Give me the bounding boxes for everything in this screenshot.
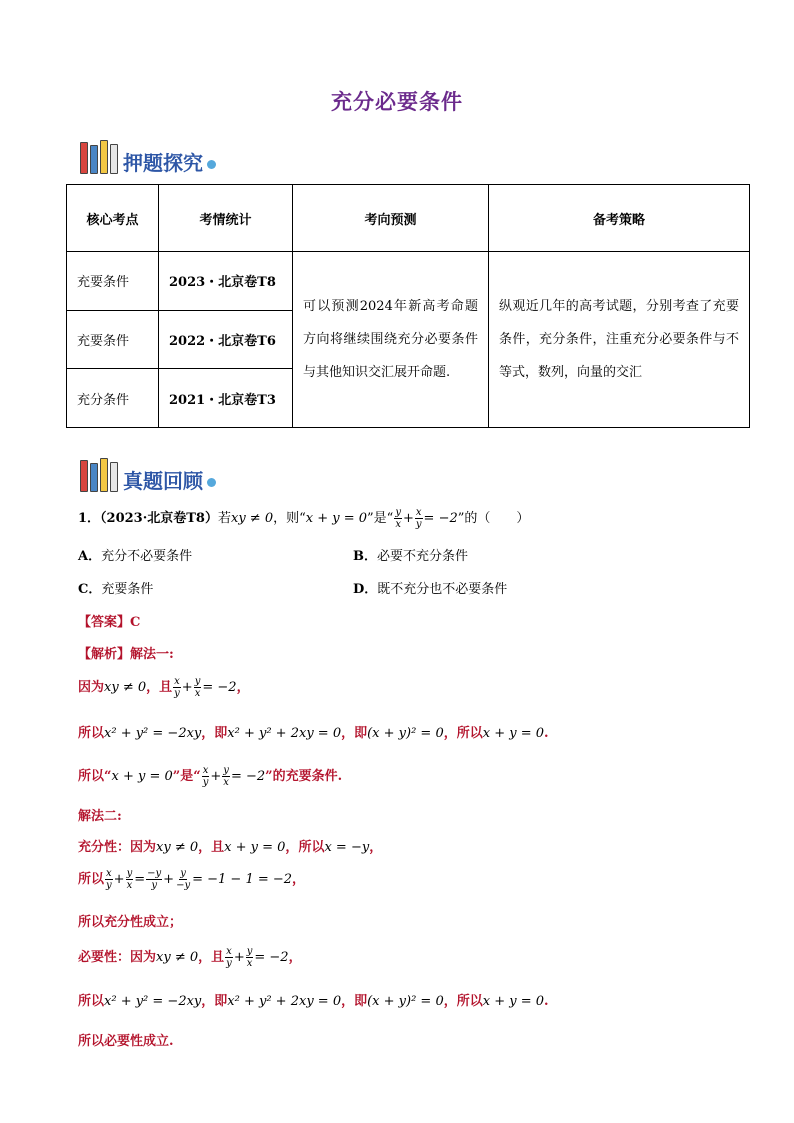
option-c: C．充要条件 <box>78 582 154 597</box>
analysis-line: 充分性：因为xy ≠ 0，且x + y = 0，所以x = −y， <box>78 840 383 855</box>
stat-cell: 2022・北京卷T6 <box>159 310 293 369</box>
dot-icon <box>207 160 216 169</box>
answer-line: 【答案】C <box>78 615 141 630</box>
analysis-line: 所以 $\frac{x}{y}$ + $\frac{y}{x}$ = $\frac{-y}{y}$ + $\frac{y}{-y}$ = −1 − 1 = −2， <box>78 868 306 891</box>
section-header-past-questions <box>80 452 216 492</box>
strategy-cell: 纵观近几年的高考试题，分别考查了充要条件，充分条件，注重充分必要条件与不等式，数列，向量的交汇 <box>489 252 750 428</box>
header-strategy: 备考策略 <box>489 185 750 252</box>
analysis-line: 所以x² + y² = −2xy，即x² + y² + 2xy = 0，即(x + y)² = 0，所以x + y = 0. <box>78 994 549 1009</box>
question-stem: 1．（2023·北京卷T8）若xy ≠ 0，则“x + y = 0”是“ $\frac{y}{x}$ + $\frac{x}{y}$ = −2”的（ ） <box>78 507 530 530</box>
header-statistics: 考情统计 <box>159 185 293 252</box>
table-header-row <box>67 185 750 252</box>
analysis-line: 必要性：因为xy ≠ 0，且 $\frac{x}{y}$ + $\frac{y}{x}$ = −2， <box>78 946 302 969</box>
option-d: D．既不充分也不必要条件 <box>353 582 508 597</box>
stat-cell: 2023・北京卷T8 <box>159 252 293 311</box>
header-prediction: 考向预测 <box>293 185 489 252</box>
analysis-line: 所以“x + y = 0”是“ $\frac{x}{y}$ + $\frac{y}{x}$ = −2”的充要条件. <box>78 765 343 788</box>
option-a: A．充分不必要条件 <box>78 549 193 564</box>
core-point-cell: 充要条件 <box>67 252 159 311</box>
page-title: 充分必要条件 <box>331 90 463 114</box>
books-icon <box>80 458 118 492</box>
core-point-cell: 充要条件 <box>67 310 159 369</box>
table-row <box>67 252 750 311</box>
prediction-cell: 可以预测2024年新高考命题方向将继续围绕充分必要条件与其他知识交汇展开命题. <box>293 252 489 428</box>
core-point-cell: 充分条件 <box>67 369 159 428</box>
dot-icon <box>207 478 216 487</box>
fraction: $\frac{y}{x}$ <box>395 507 401 530</box>
section-title: 真题回顾 <box>123 469 203 493</box>
stat-cell: 2021・北京卷T3 <box>159 369 293 428</box>
header-core-point: 核心考点 <box>67 185 159 252</box>
fraction: $\frac{x}{y}$ <box>415 507 422 530</box>
section-title: 押题探究 <box>123 151 203 175</box>
analysis-line: 因为xy ≠ 0，且 $\frac{x}{y}$ + $\frac{y}{x}$ = −2， <box>78 676 250 699</box>
analysis-line: 所以充分性成立； <box>78 915 183 930</box>
analysis-line: 所以必要性成立. <box>78 1034 174 1049</box>
option-b: B．必要不充分条件 <box>353 549 469 564</box>
books-icon <box>80 140 118 174</box>
analysis-method2: 解法二: <box>78 809 122 824</box>
exam-analysis-table <box>66 184 750 428</box>
section-header-exam-analysis <box>80 134 216 174</box>
analysis-line: 所以x² + y² = −2xy，即x² + y² + 2xy = 0，即(x + y)² = 0，所以x + y = 0. <box>78 726 549 741</box>
analysis-header: 【解析】解法一: <box>78 647 174 662</box>
